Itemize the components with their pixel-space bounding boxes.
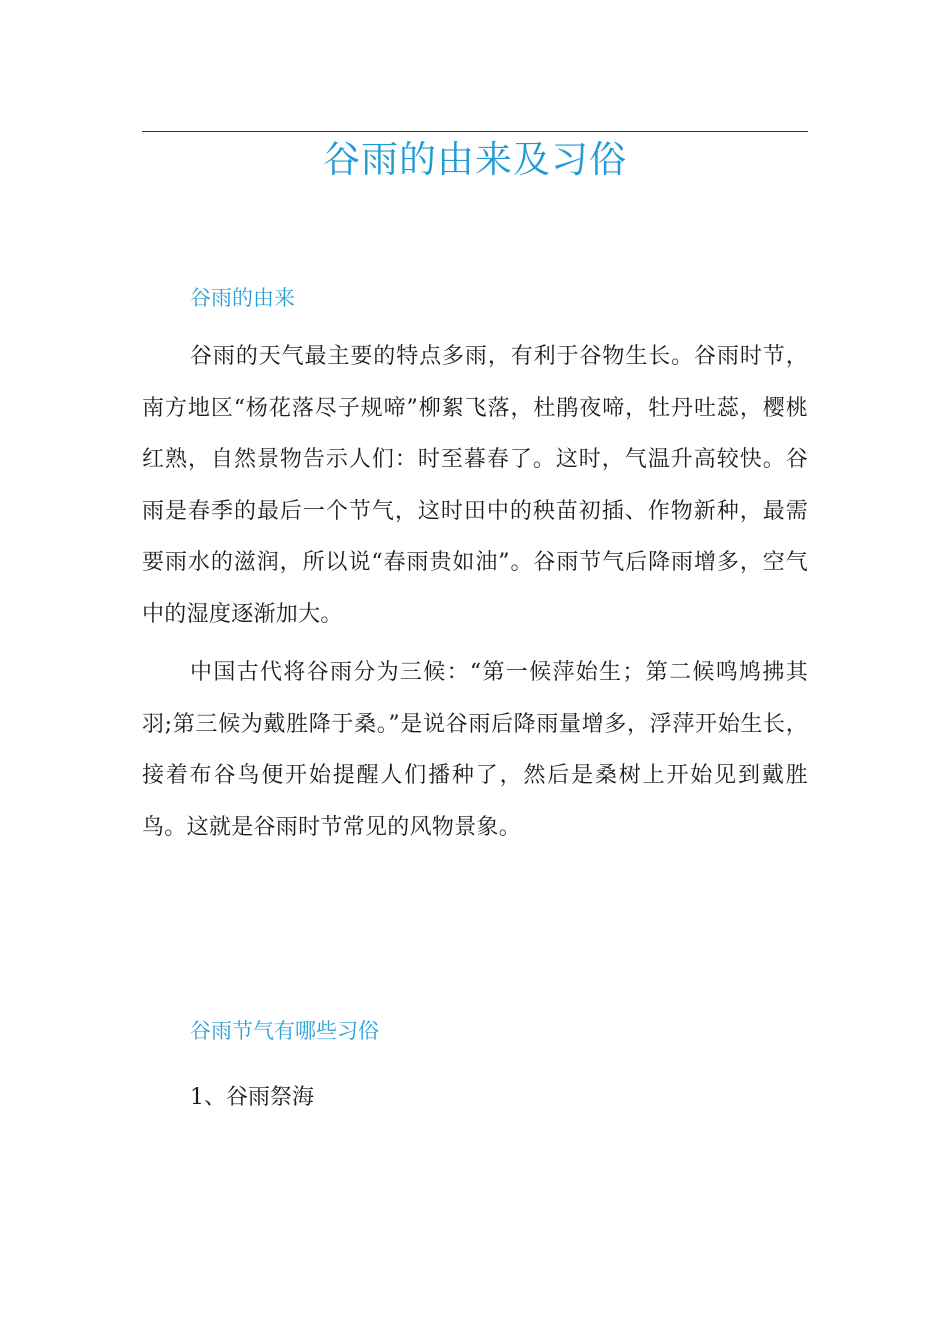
paragraph-origin-2: 中国古代将谷雨分为三候：“第一候萍始生；第二候鸣鸠拂其羽;第三候为戴胜降于桑。”是说谷雨后降雨量增多，浮萍开始生长，接着布谷鸟便开始提醒人们播种了，然后是桑树上开始见到戴胜鸟。这就是谷雨时节常见的风物景象。: [142, 660, 808, 840]
document-title: 谷雨的由来及习俗: [323, 138, 627, 181]
section-heading-customs: 谷雨节气有哪些习俗: [190, 1019, 379, 1043]
paragraph-origin-1: 谷雨的天气最主要的特点多雨，有利于谷物生长。谷雨时节，南方地区“杨花落尽子规啼”柳絮飞落，杜鹃夜啼，牡丹吐蕊，樱桃红熟，自然景物告示人们：时至暮春了。这时，气温升高较快。谷雨是春季的最后一个节气，这时田中的秧苗初插、作物新种，最需要雨水的滋润，所以说“春雨贵如油”。谷雨节气后降雨增多，空气中的湿度逐渐加大。: [142, 344, 808, 627]
list-item-sea-worship: 1、谷雨祭海: [190, 1085, 314, 1110]
header-rule: [142, 131, 808, 132]
section-heading-origin: 谷雨的由来: [190, 286, 295, 310]
